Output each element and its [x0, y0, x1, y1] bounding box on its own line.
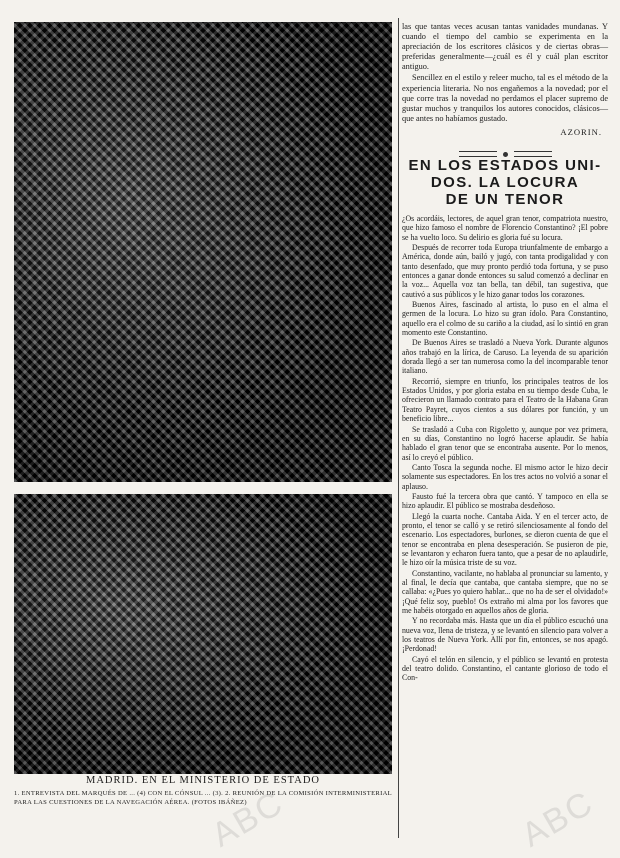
- article-paragraph: Después de recorrer toda Europa triunfalmente de embargo a América, donde aún, bailó y jugó, con tanta prodigalidad y con tanto desenfado, que muy pronto perdió toda fortuna, y se puso entonces a ganar donde entonces su salud comenzó a declinar en la voz... Aquella voz tan bella, tan débil, tan sugestiva, que cautivó a sus públicos y le hizo ganar todos los corazones.: [402, 242, 608, 299]
- article-paragraph: De Buenos Aires se trasladó a Nueva York. Durante algunos años trabajó en la lírica, de Caruso. La leyenda de su aparición dorada llegó a ser tan numerosa como la del incomparable tenor italiano.: [402, 338, 608, 376]
- photo-column: [14, 22, 392, 774]
- article-paragraph: Se trasladó a Cuba con Rigoletto y, aunque por vez primera, en su días, Constantino no logró hacerse aplaudir. Se había hablado el gran tenor que se encontraba ausente. Por lo menos, así lo creyó el público.: [402, 424, 608, 462]
- article-paragraph: Buenos Aires, fascinado al artista, lo puso en el alma el germen de la locura. Lo hizo su gran ídolo. Para Constantino, aquello era el colmo de su cariño a la ciudad, así lo sintió en gran momento este Constantino.: [402, 300, 608, 338]
- watermark-left: ABC: [205, 783, 291, 855]
- column-divider: [398, 18, 399, 838]
- top-article-paragraph-1: las que tantas veces acusan tantas vanidades mundanas. Y cuando el tiempo del cambio se experimenta en la apreciación de los escritores clásicos y de ciertas obras—preferidas generalmente—¿cuál es él y cuál plan escritor antiguo.: [402, 22, 608, 72]
- article-paragraph: Llegó la cuarta noche. Cantaba Aida. Y en el tercer acto, de pronto, el tenor se calló y se retiró silenciosamente al fondo del escenario. Los espectadores, burlones, se dieron cuenta de que el tenor se encontraba en plena desesperación. Se pusieron de pie, se levantaron y echaron fuera tanto, que a pesar de no aplaudirle, le hizo oír la música triste de su voz.: [402, 511, 608, 568]
- article-paragraph: Recorrió, siempre en triunfo, los principales teatros de los Estados Unidos, y por gloria estaba en su tiempo desde Cuba, le ofrecieron un llamado contrato para el Teatro de la Habana Gran Teatro Payret, cuyos cientos a sus dólares por función, y un beneficio libre...: [402, 376, 608, 424]
- photo-bottom: [14, 494, 392, 774]
- article-body: [402, 214, 608, 683]
- article-headline: [402, 157, 608, 208]
- author-signature: AZORIN.: [560, 126, 602, 137]
- headline-line-2: DOS. LA LOCURA: [430, 173, 580, 191]
- caption-title: MADRID. EN EL MINISTERIO DE ESTADO: [85, 775, 320, 786]
- article-paragraph: Constantino, vacilante, no hablaba al pronunciar su lamento, y al final, le decía que cantaba, que cantaba siempre, que no se callaba: «¿Pues yo quiero hablar... que no ha de ser el olvidado!» ¡Qué feliz soy, pueblo! Os extraño mi alma por los favores que me habéis otorgado en aquellos años de gloria.: [402, 568, 608, 616]
- section-ornament: [402, 145, 608, 155]
- text-column: [402, 22, 608, 683]
- photo-top: [14, 22, 392, 482]
- article-paragraph: ¿Os acordáis, lectores, de aquel gran tenor, compatriota nuestro, que hizo famoso el nombre de Florencio Constantino? ¡El pobre se ha vuelto loco. Su delirio es gloria fué su locura.: [402, 213, 608, 242]
- article-paragraph: Canto Tosca la segunda noche. El mismo actor le hizo decir solamente sus espectadores. En los tres actos no volvió a sonar el aplauso.: [402, 462, 608, 491]
- photo-divider: [14, 484, 392, 492]
- top-article-paragraph-2: Sencillez en el estilo y releer mucho, tal es el método de la experiencia literaria. No nos engañemos a la novedad; por el que corre tras la novedad no perdamos el placer supremo de gustar muchos y tranquilos los autores conocidos, clásicos—que antes no habíamos gustado.: [402, 73, 608, 123]
- article-paragraph: Fausto fué la tercera obra que cantó. Y tampoco en ella se hizo aplaudir. El público se mostraba desdeñoso.: [402, 491, 608, 511]
- headline-line-1: EN LOS ESTADOS UNI-: [408, 156, 602, 174]
- watermark-right: ABC: [515, 783, 601, 855]
- article-closing: Cayó el telón en silencio, y el público se levantó en protesta del teatro dolido. Constantino, el cantante glorioso de todo el Con-: [402, 654, 608, 683]
- headline-line-3: DE UN TENOR: [445, 190, 565, 208]
- caption-body: 1. ENTREVISTA DEL MARQUÉS DE ... (4) CON EL CÓNSUL ... (3). 2. REUNIÓN DE LA COMISIÓN INTERMINISTERIAL PARA LAS CUESTIONES DE LA NAVEGACIÓN AÉREA. (FOTOS IBÁÑEZ): [14, 790, 392, 806]
- article-paragraph: Y no recordaba más. Hasta que un día el público escuchó una nueva voz, llena de tristeza, y se levantó en silencio para volver a los teatros de Nueva York. Allí por fin, entonces, se nos apagó. ¡Perdonad!: [402, 616, 608, 654]
